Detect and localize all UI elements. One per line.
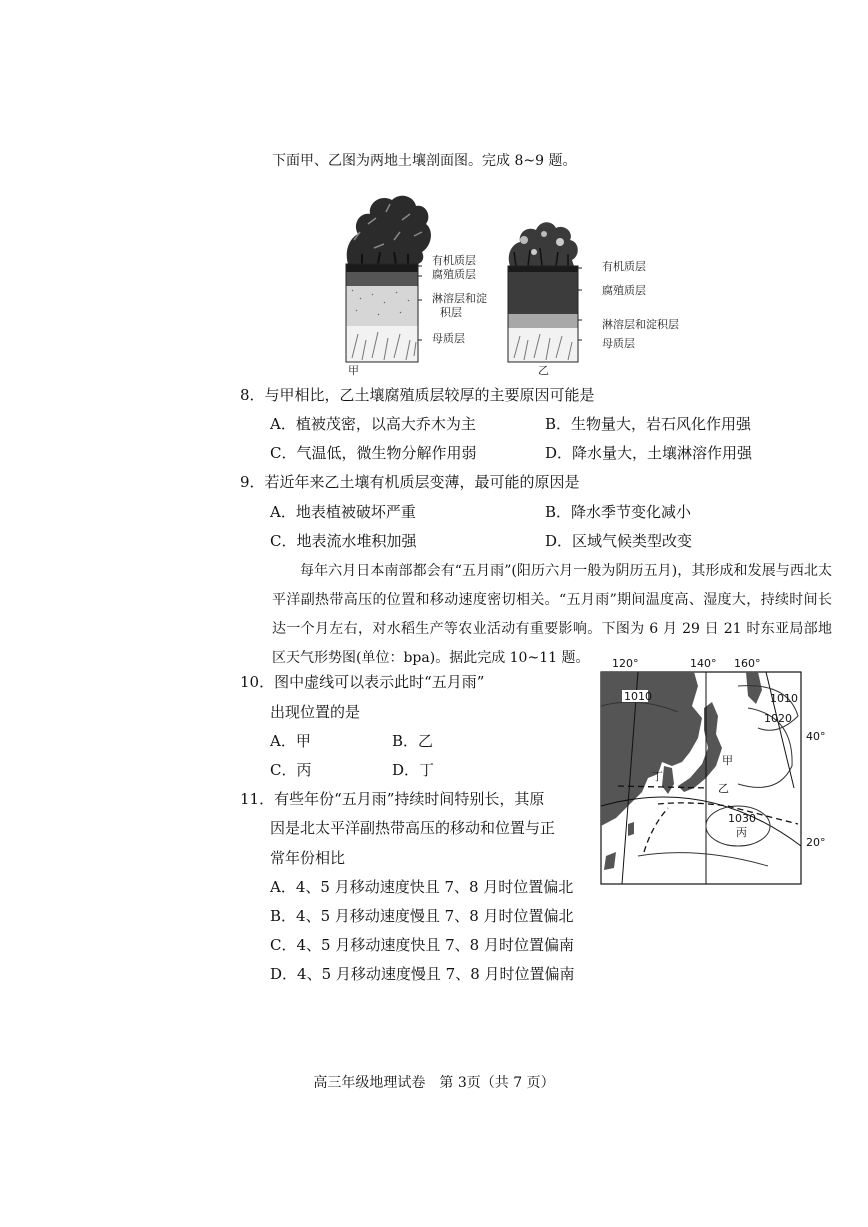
weather-map (598, 656, 842, 888)
question-11-option-c: C．4、5 月移动速度快且 7、8 月时位置偏南 (270, 936, 574, 954)
jia-layer-label: 淋溶层和淀 (432, 292, 487, 305)
jia-vegetation (347, 196, 431, 265)
question-8-option-b: B．生物量大，岩石风化作用强 (545, 415, 752, 433)
question-10-stem: 10．图中虚线可以表示此时“五月雨” (240, 673, 485, 691)
page-footer: 高三年级地理试卷 第 3页（共 7 页） (313, 1075, 555, 1091)
question-11-option-a: A．4、5 月移动速度快且 7、8 月时位置偏北 (270, 878, 574, 896)
question-11-stem-cont: 常年份相比 (270, 849, 346, 867)
question-10-option-b: B．乙 (392, 732, 434, 750)
place-label-jia: 甲 (722, 754, 733, 767)
yi-layer-label: 腐殖质层 (602, 284, 646, 297)
isobar-label: 1010 (624, 690, 652, 703)
question-9-stem: 9．若近年来乙土壤有机质层变薄，最可能的原因是 (240, 473, 580, 491)
isobar-label: 1020 (764, 712, 792, 725)
reading-passage: 每年六月日本南部都会有“五月雨”(阳历六月一般为阴历五月)，其形成和发展与西北太平洋副热带高压的位置和移动速度密切相关。“五月雨”期间温度高、湿度大，持续时间长达一个月左右，对水稻生产等农业活动有重要影响。下图为 6 月 29 日 21 时东亚局部地区天气形势图(单位：bpa)。据此完成 10~11 题。 (272, 563, 832, 666)
question-9-option-b: B．降水季节变化减小 (545, 503, 692, 521)
jia-layer-label: 母质层 (432, 332, 465, 345)
jia-layer-label: 腐殖质层 (432, 268, 476, 281)
question-10-option-c: C．丙 (270, 761, 312, 779)
place-label-yi: 乙 (718, 782, 729, 795)
question-8-option-d: D．降水量大，土壤淋溶作用强 (545, 444, 753, 462)
yi-layer-label: 淋溶层和淀积层 (602, 318, 679, 331)
jia-soil-block (346, 264, 422, 362)
yi-vegetation (509, 222, 578, 266)
question-10-option-a: A．甲 (270, 732, 311, 750)
lon-label: 160° (734, 657, 761, 670)
question-11-stem-cont: 因是北太平洋副热带高压的移动和位置与正 (270, 819, 556, 837)
question-8-option-a: A．植被茂密，以高大乔木为主 (270, 415, 476, 433)
question-11-option-b: B．4、5 月移动速度慢且 7、8 月时位置偏北 (270, 907, 574, 925)
isobar-label: 1010 (770, 692, 798, 705)
yi-caption: 乙 (538, 364, 549, 376)
lat-label: 40° (806, 730, 826, 743)
jia-caption: 甲 (348, 364, 359, 376)
question-11-stem: 11．有些年份“五月雨”持续时间特别长，其原 (240, 790, 545, 808)
question-11-option-d: D．4、5 月移动速度慢且 7、8 月时位置偏南 (270, 965, 575, 983)
question-9-option-c: C．地表流水堆积加强 (270, 532, 417, 550)
place-label-ding: 丁 (652, 770, 663, 783)
isobar-label: 1030 (728, 812, 756, 825)
soil-intro: 下面甲、乙图为两地土壤剖面图。完成 8~9 题。 (272, 153, 577, 169)
yi-layer-label: 母质层 (602, 337, 635, 350)
lat-label: 20° (806, 836, 826, 849)
lon-label: 120° (612, 657, 639, 670)
question-10-option-d: D．丁 (392, 761, 435, 779)
jia-layer-label: 有机质层 (432, 254, 476, 267)
yi-layer-label: 有机质层 (602, 260, 646, 273)
question-10-stem-cont: 出现位置的是 (270, 703, 361, 721)
jia-layer-label: 积层 (440, 306, 462, 319)
soil-profile-figure (338, 190, 698, 376)
question-8-option-c: C．气温低，微生物分解作用弱 (270, 444, 477, 462)
lon-label: 140° (690, 657, 717, 670)
question-9-option-d: D．区域气候类型改变 (545, 532, 693, 550)
yi-soil-block (508, 266, 582, 362)
question-8-stem: 8．与甲相比，乙土壤腐殖质层较厚的主要原因可能是 (240, 386, 595, 404)
question-9-option-a: A．地表植被破坏严重 (270, 503, 416, 521)
place-label-bing: 丙 (736, 826, 747, 839)
